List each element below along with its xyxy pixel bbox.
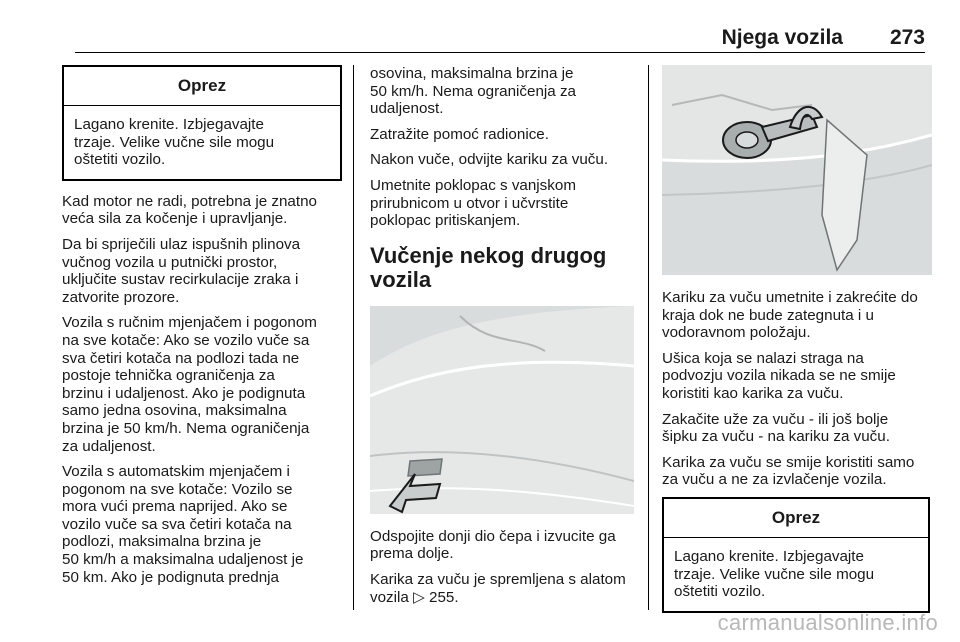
column-divider <box>648 65 649 610</box>
paragraph: Zakačite uže za vuču - ili još bolje šipku za vuču - na kariku za vuču. <box>662 410 890 446</box>
paragraph: Kariku za vuču umetnite i zakrećite do kraja dok ne bude zategnuta i u vodoravnom položaju. <box>662 289 918 342</box>
paragraph: Vozila s ručnim mjenjačem i pogonom na sve kotače: Ako se vozilo vuče sa sva četiri kotača na podlozi tada ne postoje tehnička ograničenja za brzinu i udaljenost. Ako je podignuta samo jedna osovina, maksimalna brzina je 50 km/h. Nema ograničenja za udaljenost. <box>62 314 317 455</box>
caution-box <box>662 497 930 613</box>
paragraph: Da bi spriječili ulaz ispušnih plinova vučnog vozila u putnički prostor, uključite sustav recirkulacije zraka i zatvorite prozore. <box>62 235 301 306</box>
towing-eye-illustration <box>662 65 932 275</box>
page-number: 273 <box>889 26 925 49</box>
page-header <box>75 18 925 53</box>
paragraph: Odspojite donji dio čepa i izvucite ga prema dolje. <box>370 527 616 563</box>
section-heading: Vučenje nekog drugog vozila <box>370 242 607 292</box>
paragraph: Karika za vuču se smije koristiti samo za vuču a ne za izvlačenje vozila. <box>662 453 915 489</box>
column-divider <box>353 65 354 610</box>
paragraph: osovina, maksimalna brzina je 50 km/h. Nema ograničenja za udaljenost. <box>370 65 576 118</box>
column-left <box>62 65 342 594</box>
caution-text: Lagano krenite. Izbjegavajte trzaje. Velike vučne sile mogu oštetiti vozilo. <box>674 547 875 601</box>
paragraph: Ušica koja se nalazi straga na podvozju vozila nikada se ne smije koristiti kao karika za vuču. <box>662 349 896 402</box>
rear-bumper-drawing <box>370 306 634 514</box>
caution-heading: Oprez <box>64 67 340 106</box>
towing-eye-drawing <box>662 65 932 275</box>
reference-page[interactable]: 255. <box>429 588 459 606</box>
caution-heading: Oprez <box>664 499 928 538</box>
paragraph: Umetnite poklopac s vanjskom prirubnicom u otvor i učvrstite poklopac pritiskanjem. <box>370 176 576 230</box>
caution-box <box>62 65 342 181</box>
paragraph: Nakon vuče, odvijte kariku za vuču. <box>370 151 609 169</box>
watermark: carmanualsonline.info <box>717 610 938 635</box>
column-right <box>662 65 930 625</box>
paragraph: Vozila s automatskim mjenjačem i pogonom na sve kotače: Vozilo se mora vući prema naprijed. Ako se vozilo vuče sa sva četiri kotača na podlozi, maksimalna brzina je 50 km/h a maksimalna udaljenost je 50 km. Ako je podignuta prednja <box>62 463 304 586</box>
paragraph: Zatražite pomoć radionice. <box>370 125 549 143</box>
page-reference-icon[interactable]: ▷ <box>413 588 425 606</box>
paragraph-with-reference <box>370 571 638 606</box>
paragraph: Kad motor ne radi, potrebna je znatno veća sila za kočenje i upravljanje. <box>62 192 317 228</box>
reference-text: Karika za vuču je spremljena s alatom vozila <box>370 570 626 606</box>
rear-bumper-illustration <box>370 306 634 514</box>
caution-text: Lagano krenite. Izbjegavajte trzaje. Velike vučne sile mogu oštetiti vozilo. <box>74 116 275 169</box>
page-title: Njega vozila <box>721 26 843 49</box>
column-middle <box>370 65 638 614</box>
